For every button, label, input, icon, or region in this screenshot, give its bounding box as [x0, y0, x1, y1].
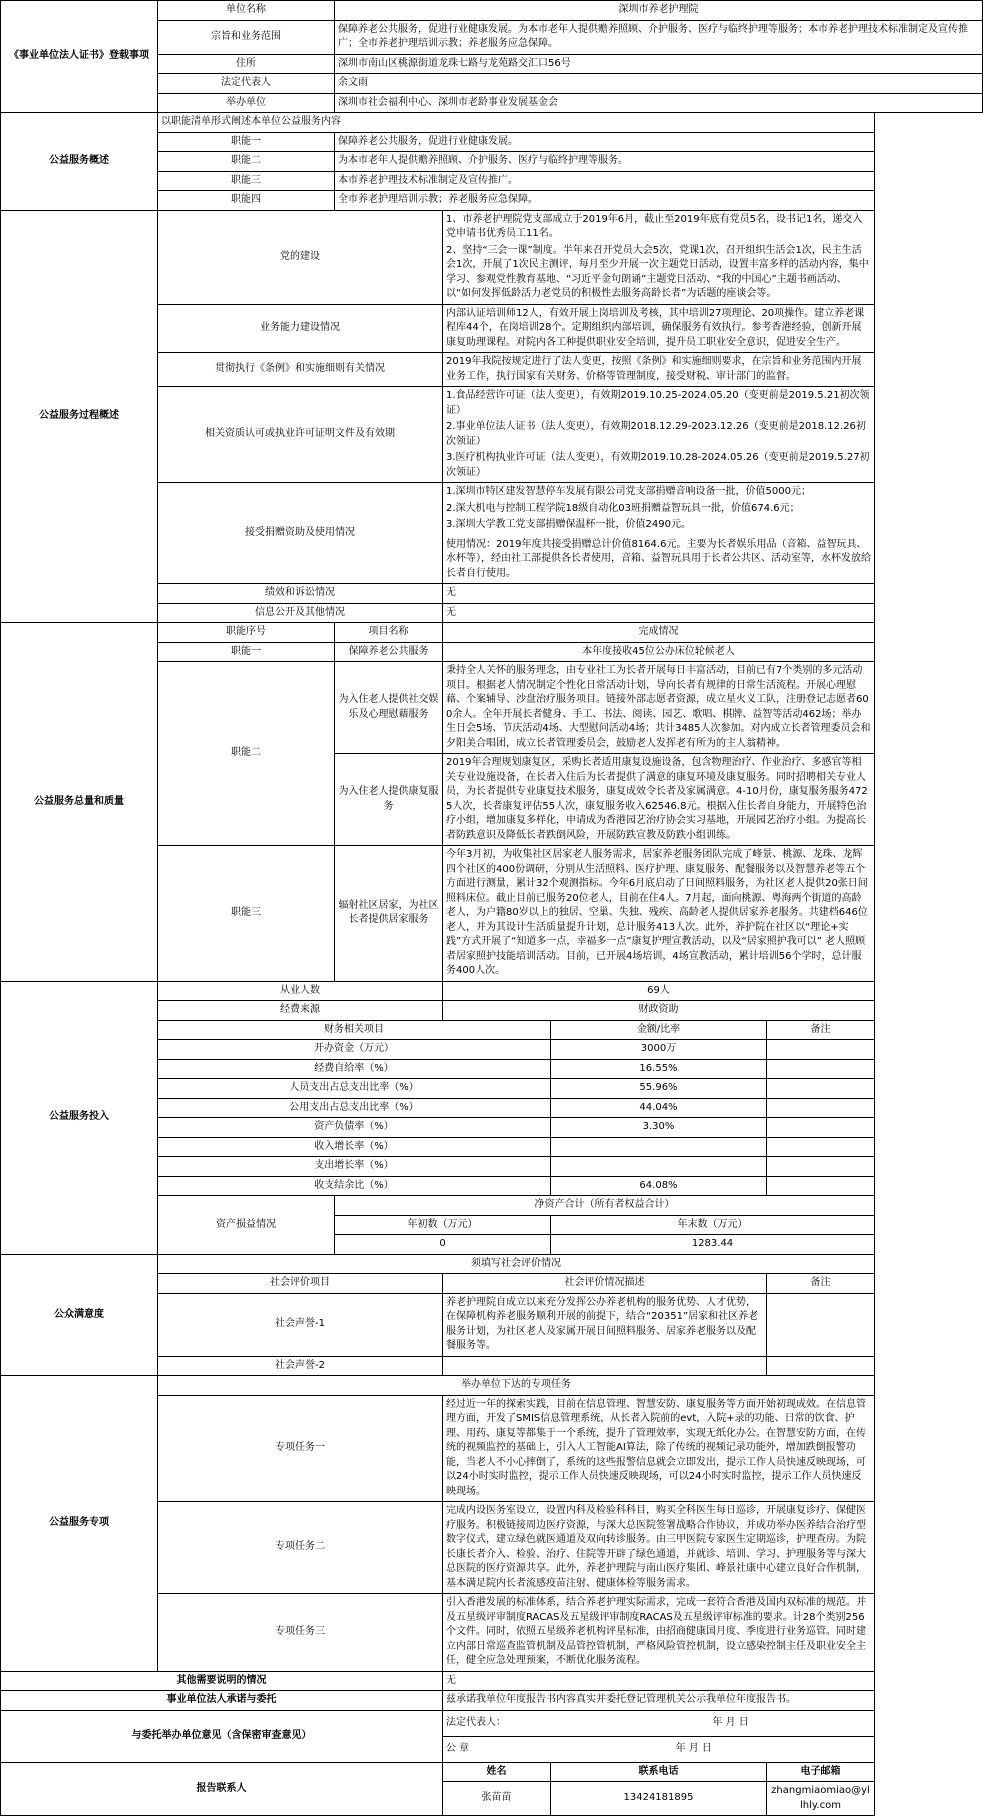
seal-label: 公 章: [446, 1742, 470, 1754]
footer-label-other: 其他需要说明的情况: [1, 1671, 443, 1691]
table-row: [1, 1691, 983, 1711]
footer-value-commitment: 兹承诺我单位年度报告书内容真实并委托登记管理机关公示我单位年度报告书。: [443, 1691, 875, 1711]
finance-header-value: 金额/比率: [551, 1020, 767, 1040]
table-row: [1, 1254, 983, 1274]
table-row: [1, 1762, 983, 1782]
investment-value-staff: 69人: [443, 981, 875, 1001]
contact-value-name: 张苗苗: [443, 1782, 551, 1816]
finance-value-6: [551, 1157, 767, 1177]
investment-label-assets: 资产损益情况: [158, 1196, 335, 1255]
satisfaction-header: 须填写社会评价情况: [158, 1254, 875, 1274]
table-row: [1, 1710, 983, 1736]
field-value-address: 深圳市南山区桃源街道龙珠七路与龙苑路交汇口56号: [335, 54, 983, 74]
satisfaction-item-1: 社会声誉-1: [158, 1293, 443, 1356]
date-placeholder: 年 月 日: [712, 1716, 749, 1728]
field-value-unit-name: 深圳市养老护理院: [335, 1, 983, 21]
process-label-party: 党的建设: [158, 210, 443, 304]
specials-text-2: 完成内设医务室设立，设置内科及检验科科目，购买全科医生每日巡诊，开展康复诊疗、保健医疗服务。积极链接周边医疗资源，与深大总医院签署战略合作协议，并成功举办医养结合治疗型数字仪式，建立绿色就医通道及双向转诊服务。由三甲医院专家医生定期巡诊，护理查房。为院长康长者介入、检验、治疗、住院等开辟了绿色通道，并就诊、培训、学习、护理服务等与深大总医院的医疗资源共享。此外，养老护理院与南山医疗集团、峰景社康中心建立良好合作机制，基本满足院内长者流感疫苗注射、健康体检等服务需求。: [443, 1502, 875, 1594]
contact-header-phone: 联系电话: [551, 1762, 767, 1782]
specials-text-3: 引入香港发展的标准体系，结合养老护理实际需求，完成一套符合香港及国内双标准的规范。并及五星级评审制度RACAS及五星级评审制度RACAS及五星级评审标准的要求。计28个类别256个文件。同时，依照五星级养老机构评星标准，由招商健康国月度、季度进行业务巡管。同时建立内部日常巡查监管机制及品管控管机制，严格风险管控机制，设立感染控制主任及职业安全主任，健全应急处理预案，不断优化服务流程。: [443, 1594, 875, 1672]
overview-item-no-4: 职能四: [158, 191, 335, 211]
table-row: [1, 210, 983, 304]
process-value-licenses: [443, 387, 875, 483]
finance-value-2: 55.96%: [551, 1079, 767, 1099]
overview-header: 以职能清单形式阐述本单位公益服务内容: [158, 113, 875, 133]
footer-value-other: 无: [443, 1671, 875, 1691]
field-label-unit-name: 单位名称: [158, 1, 335, 21]
section-label-overview: 公益服务概述: [1, 113, 158, 211]
finance-value-3: 44.04%: [551, 1098, 767, 1118]
process-label-regulation: 贯彻执行《条例》和实施细则有关情况: [158, 353, 443, 387]
finance-note-1: [767, 1059, 875, 1079]
process-value-performance: 无: [443, 584, 875, 604]
overview-item-text-4: 全市养老护理培训示教；养老服务应急保障。: [335, 191, 875, 211]
finance-value-5: [551, 1137, 767, 1157]
finance-value-4: 3.30%: [551, 1118, 767, 1138]
quality-row-name-3: 为入住老人提供康复服务: [335, 754, 443, 846]
specials-label-3: 专项任务三: [158, 1594, 443, 1672]
paragraph: 1.深圳市特区建发智慧停车发展有限公司党支部捐赠音响设备一批，价值5000元；: [446, 486, 811, 497]
investment-label-net-assets: 净资产合计（所有者权益合计）: [335, 1196, 875, 1216]
overview-item-text-1: 保障养老公共服务，促进行业健康发展。: [335, 132, 875, 152]
quality-row-status-1: 本年度接收45位公办床位轮候老人: [443, 642, 875, 662]
paragraph: 3.深圳大学教工党支部捐赠保温杯一批，价值2490元。: [446, 519, 691, 530]
process-label-donations: 接受捐赠资助及使用情况: [158, 483, 443, 584]
finance-note-7: [767, 1176, 875, 1196]
overview-item-text-2: 为本市老年人提供赡养照顾、介护服务、医疗与临终护理等服务。: [335, 152, 875, 172]
process-label-performance: 绩效和诉讼情况: [158, 584, 443, 604]
specials-label-1: 专项任务一: [158, 1395, 443, 1502]
paragraph: 2.事业单位法人证书（法人变更），有效期2018.12.29-2023.12.26（变更前是2018.12.26初次领证）: [446, 421, 866, 447]
finance-item-0: 开办资金（万元）: [158, 1040, 551, 1060]
finance-item-7: 收支结余比（%）: [158, 1176, 551, 1196]
quality-row-no-2: 职能二: [158, 662, 335, 846]
section-label-quality: 公益服务总量和质量: [1, 623, 158, 982]
quality-row-name-1: 保障养老公共服务: [335, 642, 443, 662]
process-value-party: [443, 210, 875, 304]
finance-note-0: [767, 1040, 875, 1060]
quality-row-status-2: 秉持全人关怀的服务理念，由专业社工为长者开展每日丰富活动，目前已有7个类别的多元活动项目。根据老人情况制定个性化日常活动计划，导向长者有规律的日常生活流程。开展心理慰藉、个案辅导、沙盘治疗服务项目。链接外部志愿者资源，成立星火义工队，注册登记志愿者600余人。全年开展长者健身、手工、书法、阅读、园艺、歌唱、棋牌、益智等活动462场；举办生日会5场、节庆活动4场、大型慰问活动4场；共计3485人次参加。对内成立长者管理委员会和夕阳美合唱团，成立长者管理委员会，鼓励老人发挥老有所为的主人翁精神。: [443, 662, 875, 754]
contact-header-name: 姓名: [443, 1762, 551, 1782]
field-label-sponsor: 举办单位: [158, 93, 335, 113]
legal-rep-label: 法定代表人：: [446, 1716, 506, 1728]
overview-item-no-1: 职能一: [158, 132, 335, 152]
footer-seal-signature-line: [443, 1736, 875, 1762]
process-value-regulation: 2019年我院按规定进行了法人变更，按照《条例》和实施细则要求，在宗旨和业务范围内开展业务工作，执行国家有关财务、价格等管理制度，接受财税、审计部门的监督。: [443, 353, 875, 387]
finance-value-7: 64.08%: [551, 1176, 767, 1196]
table-row: [1, 113, 983, 133]
finance-note-3: [767, 1098, 875, 1118]
quality-row-no-1: 职能一: [158, 642, 335, 662]
table-row: [1, 1376, 983, 1396]
finance-value-0: 3000万: [551, 1040, 767, 1060]
field-value-scope: 保障养老公共服务，促进行业健康发展。为本市老年人提供赡养照顾、介护服务、医疗与临终护理等服务；本市养老护理技术标准制定及宣传推广；全市养老护理培训示教；养老服务应急保障。: [335, 20, 983, 54]
footer-label-commitment: 事业单位法人承诺与委托: [1, 1691, 443, 1711]
finance-header-note: 备注: [767, 1020, 875, 1040]
quality-header-status: 完成情况: [443, 623, 875, 643]
satisfaction-col-desc: 社会评价情况描述: [443, 1274, 767, 1294]
field-value-sponsor: 深圳市社会福利中心、深圳市老龄事业发展基金会: [335, 93, 983, 113]
quality-header-no: 职能序号: [158, 623, 335, 643]
field-label-scope: 宗旨和业务范围: [158, 20, 335, 54]
process-value-capability: 内部认证培训师12人，有效开展上岗培训及考核，其中培训27项理论、20项操作。建立养老课程库44个，在岗培训28个。定期组织内部培训，确保服务有效执行。参考香港经验，创新开展康复助理课程。对院内各工种提供职业安全培训，提升员工职业安全意识，促进安全生产。: [443, 304, 875, 353]
investment-value-year-end: 1283.44: [551, 1235, 875, 1255]
process-label-capability: 业务能力建设情况: [158, 304, 443, 353]
quality-row-status-4: 今年3月初，为收集社区居家老人服务需求，居家养老服务团队完成了峰景、桃源、龙珠、龙辉四个社区的400份调研，分别从生活照料、医疗护理、康复服务、配餐服务以及智慧养老等五个方面进行测量，累计32个观测指标。今年6月底启动了日间照料服务，为社区老人提供20张日间照料床位。截止目前已服务20位老人，目前在住4人。7月起，面向桃源、粤海两个街道的高龄老人，为户籍80岁以上的独居、空巢、失独、残疾、高龄老人提供居家养老服务。共建档646位老人，并为其设计生活质量提升计划，总计服务413人次。此外，养护院在社区以“理论+实践”方式开展了“知道多一点，幸福多一点”康复护理宣教活动，以及“居家照护我可以” 老人照顾者居家照护技能培训活动。目前，已开展4场培训，4场宣教活动，累计培训56个学时，总计服务400人次。: [443, 846, 875, 982]
section-label-specials: 公益服务专项: [1, 1376, 158, 1672]
contact-value-email: zhangmiaomiao@yllhly.com: [767, 1782, 875, 1816]
paragraph: 3.医疗机构执业许可证（法人变更），有效期2019.10.28-2024.05.26（变更前是2019.5.27初次领证）: [446, 452, 870, 478]
investment-label-staff: 从业人数: [158, 981, 443, 1001]
field-value-legal-rep: 余文雨: [335, 74, 983, 94]
footer-label-opinion: 与委托举办单位意见（含保密审查意见）: [1, 1710, 443, 1762]
paragraph: 2、坚持“三会一课”制度。半年来召开党员大会5次，党课1次，召开组织生活会1次，民主生活会1次，开展了1次民主测评，每月至少开展一次主题党日活动，设置丰富多样的活动内容，集中学习、参观党性教育基地、“习近平金句朗诵”主题党日活动、“我的中国心”主题书画活动、以“如何发挥低龄活力老党员的积极性去服务高龄长者”为话题的座谈会等。: [446, 244, 869, 299]
process-value-disclosure: 无: [443, 603, 875, 623]
finance-header-item: 财务相关项目: [158, 1020, 551, 1040]
investment-value-year-begin: 0: [335, 1235, 551, 1255]
satisfaction-desc-1: 养老护理院自成立以来充分发挥公办养老机构的服务优势、人才优势，在保障机构养老服务顺利开展的前提下，结合“20351”居家和社区养老服务计划，为社区老人及家属开展日间照料服务、居家养老服务以及配餐服务等。: [443, 1293, 767, 1356]
investment-label-year-begin: 年初数（万元）: [335, 1215, 551, 1235]
field-label-legal-rep: 法定代表人: [158, 74, 335, 94]
finance-note-2: [767, 1079, 875, 1099]
quality-row-status-3: 2019年合理规划康复区，采购长者适用康复设施设备，包含物理治疗、作业治疗、多感官等相关专业设施设备，在长者入住后为长者提供了满意的康复环境及康复服务。同时招聘相关专业人员，为长者提供专业康复技术服务，康复成效令长者及家属满意。4-10月份，康复服务服务4725人次，长者康复评估55人次，康复服务收入62546.8元。根据入住长者自身能力，开展特色治疗小组，增加康复多样化，申请成为香港园艺治疗协会实习基地，开展园艺治疗小组。为提高长者防跌意识及降低长者跌倒风险，开展防跌宣教及防跌小组训练。: [443, 754, 875, 846]
investment-value-funding: 财政资助: [443, 1001, 875, 1021]
satisfaction-note-1: [767, 1293, 875, 1356]
satisfaction-item-2: 社会声誉-2: [158, 1356, 443, 1376]
process-label-licenses: 相关资质认可或执业许可证明文件及有效期: [158, 387, 443, 483]
process-value-donations: [443, 483, 875, 584]
investment-label-funding: 经费来源: [158, 1001, 443, 1021]
paragraph: 使用情况：2019年度共接受捐赠总计价值8164.6元。主要为长者娱乐用品（音箱、益智玩具、水杯等），经由社工部提供各长者使用，音箱、益智玩具用于长者公共区、活动室等，水杯发放给长者自行使用。: [446, 538, 871, 579]
satisfaction-note-2: [767, 1356, 875, 1376]
contact-header-email: 电子邮箱: [767, 1762, 875, 1782]
specials-header: 举办单位下达的专项任务: [158, 1376, 875, 1396]
overview-item-text-3: 本市养老护理技术标准制定及宣传推广。: [335, 171, 875, 191]
paragraph: 1、市养老护理院党支部成立于2019年6月，截止至2019年底有党员5名，设书记1名，递交入党申请书优秀员工11名。: [446, 213, 863, 239]
finance-note-6: [767, 1157, 875, 1177]
paragraph: 1.食品经营许可证（法人变更），有效期2019.10.25-2024.05.20（变更前是2019.5.21初次领证）: [446, 390, 870, 416]
date-placeholder: 年 月 日: [675, 1742, 712, 1754]
overview-item-no-3: 职能三: [158, 171, 335, 191]
finance-item-2: 人员支出占总支出比率（%）: [158, 1079, 551, 1099]
quality-row-no-4: 职能三: [158, 846, 335, 982]
quality-header-name: 项目名称: [335, 623, 443, 643]
paragraph: 2.深大机电与控制工程学院18级自动化03班捐赠益智玩具一批，价值674.6元；: [446, 502, 800, 514]
table-row: [1, 1, 983, 21]
satisfaction-desc-2: [443, 1356, 767, 1376]
overview-item-no-2: 职能二: [158, 152, 335, 172]
table-row: [1, 1671, 983, 1691]
table-row: [1, 981, 983, 1001]
section-label-registration: 《事业单位法人证书》登载事项: [1, 1, 158, 113]
section-label-satisfaction: 公众满意度: [1, 1254, 158, 1376]
section-label-process: 公益服务过程概述: [1, 210, 158, 623]
finance-item-5: 收入增长率（%）: [158, 1137, 551, 1157]
satisfaction-col-item: 社会评价项目: [158, 1274, 443, 1294]
process-label-disclosure: 信息公开及其他情况: [158, 603, 443, 623]
satisfaction-col-note: 备注: [767, 1274, 875, 1294]
quality-row-name-2: 为入住老人提供社交娱乐及心理慰藉服务: [335, 662, 443, 754]
footer-label-contact: 报告联系人: [1, 1762, 443, 1816]
footer-legal-rep-signature-line: [443, 1710, 875, 1736]
quality-row-name-4: 辐射社区居家，为社区长者提供居家服务: [335, 846, 443, 982]
finance-item-6: 支出增长率（%）: [158, 1157, 551, 1177]
section-label-investment: 公益服务投入: [1, 981, 158, 1254]
finance-note-4: [767, 1118, 875, 1138]
specials-label-2: 专项任务二: [158, 1502, 443, 1594]
finance-note-5: [767, 1137, 875, 1157]
finance-item-4: 资产负债率（%）: [158, 1118, 551, 1138]
investment-label-year-end: 年末数（万元）: [551, 1215, 875, 1235]
specials-text-1: 经过近一年的探索实践，目前在信息管理、智慧安防、康复服务等方面开始初现成效。在信息管理方面，开发了SMIS信息管理系统，从长者入院前的evt，入院+录的功能、日常的饮食、护理、用药、康复等都集于一个系统，提升了管理效率，实现无纸化办公。在智慧安防方面，在传统的视频监控的基础上，引入人工智能AI算法，除了传统的视频记录功能外，增加跌倒报警功能，当老人不小心摔倒了，系统的这些报警信息就会立即发出，提示工作人员快速反映现场，可以24小时实时监控，提示工作人员快速反映现场，可以24小时实时监控，提示工作人员快速反映现场。: [443, 1395, 875, 1502]
finance-value-1: 16.55%: [551, 1059, 767, 1079]
table-row: [1, 623, 983, 643]
finance-item-3: 公用支出占总支出比率（%）: [158, 1098, 551, 1118]
contact-value-phone: 13424181895: [551, 1782, 767, 1816]
finance-item-1: 经费自给率（%）: [158, 1059, 551, 1079]
field-label-address: 住所: [158, 54, 335, 74]
